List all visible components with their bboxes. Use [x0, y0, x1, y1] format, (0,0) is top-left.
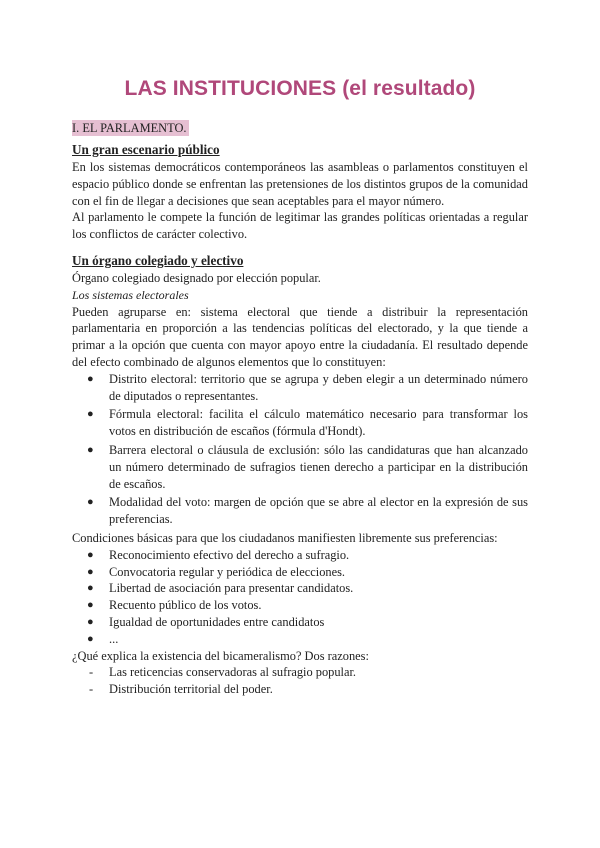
bullet-icon: ●	[87, 372, 94, 385]
list-item: ● Reconocimiento efectivo del derecho a sufragio.	[87, 547, 350, 562]
dash-icon: -	[89, 682, 94, 697]
dash-icon: -	[89, 665, 94, 680]
list-item: ● Recuento público de los votos.	[87, 598, 262, 613]
list-item: ● Distrito electoral: territorio que se agrupa y deben elegir a un determinado número de diputados o representantes.	[87, 371, 528, 403]
reasons-list	[72, 664, 528, 698]
list-item: - Distribución territorial del poder.	[89, 682, 273, 697]
bullet-icon: ●	[87, 408, 94, 421]
paragraph: Al parlamento le compete la función de legitimar las grandes políticas orientadas a regular los conflictos de carácter colectivo.	[72, 210, 528, 242]
subsection-heading: Un gran escenario público	[72, 142, 220, 157]
bullet-icon: ●	[87, 582, 94, 595]
bullet-icon: ●	[87, 496, 94, 509]
subsection-organo	[72, 252, 528, 698]
list-item: - Las reticencias conservadoras al sufragio popular.	[89, 665, 357, 680]
paragraph: Pueden agruparse en: sistema electoral que tiende a distribuir la representación parlamentaria en proporción a las tendencias políticas del electorado, y la que tiende a primar a la opción que cuenta con mayor apoyo entre la ciudadanía. El resultado depende del efecto combinado de algunos elementos que lo constituyen:	[72, 304, 528, 369]
list-item: ● Fórmula electoral: facilita el cálculo matemático necesario para transformar los votos en distribución de escaños (fórmula d'Hondt).	[87, 407, 528, 439]
bullet-icon: ●	[87, 599, 94, 612]
conditions-list	[72, 547, 528, 648]
bullet-icon: ●	[87, 565, 94, 578]
subsection-heading: Un órgano colegiado y electivo	[72, 252, 244, 268]
list-item: ● Convocatoria regular y periódica de elecciones.	[87, 564, 346, 579]
subsection-escenario	[72, 141, 528, 243]
paragraph: Condiciones básicas para que los ciudadanos manifiesten libremente sus preferencias:	[72, 530, 498, 545]
section-heading-text: I. EL PARLAMENTO.	[72, 121, 187, 135]
section-heading	[72, 120, 528, 137]
elements-list	[72, 371, 528, 528]
bullet-icon: ●	[87, 443, 94, 456]
list-item: ● Modalidad del voto: margen de opción que se abre al elector en la expresión de sus preferencias.	[87, 495, 528, 527]
list-item: ● Barrera electoral o cláusula de exclusión: sólo las candidaturas que han alcanzado un número determinado de sufragios tienen derecho a participar en la distribución de escaños.	[87, 442, 528, 491]
paragraph: En los sistemas democráticos contemporáneos las asambleas o parlamentos constituyen el espacio público donde se enfrentan las pretensiones de los distintos grupos de la comunidad con el fin de llegar a decisiones que sean aceptables para el mayor número.	[72, 160, 528, 208]
paragraph: Órgano colegiado designado por elección popular.	[72, 270, 321, 285]
page-title: LAS INSTITUCIONES (el resultado)	[124, 77, 476, 100]
list-item: ● Libertad de asociación para presentar candidatos.	[87, 581, 354, 596]
bullet-icon: ●	[87, 548, 94, 561]
list-item: ● Igualdad de oportunidades entre candidatos	[87, 614, 325, 629]
list-item: ● ...	[87, 631, 119, 646]
italic-subheading: Los sistemas electorales	[72, 287, 189, 302]
bullet-icon: ●	[87, 615, 94, 628]
bullet-icon: ●	[87, 632, 94, 645]
paragraph: ¿Qué explica la existencia del bicameralismo? Dos razones:	[72, 648, 369, 663]
